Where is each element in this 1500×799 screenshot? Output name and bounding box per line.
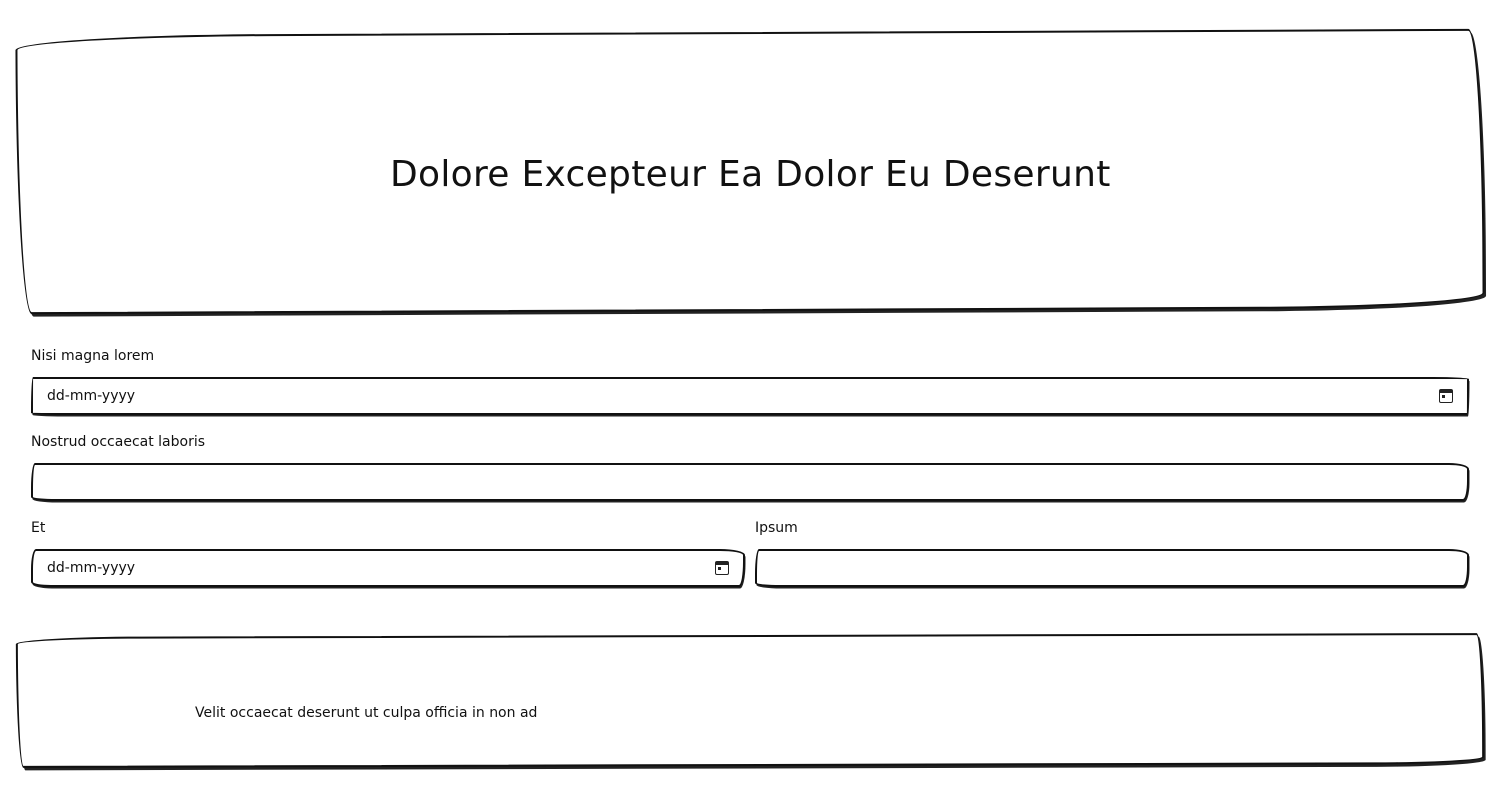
date-placeholder: dd-mm-yyyy xyxy=(47,388,136,404)
nostrud-occaecat-laboris-label: Nostrud occaecat laboris xyxy=(31,434,206,450)
calendar-icon[interactable] xyxy=(1439,389,1453,403)
header-panel xyxy=(15,29,1484,314)
footer-text: Velit occaecat deserunt ut culpa officia in non ad xyxy=(195,705,538,722)
calendar-icon[interactable] xyxy=(715,561,729,575)
et-label: Et xyxy=(31,520,46,536)
ipsum-input[interactable] xyxy=(755,549,1469,587)
date-placeholder: dd-mm-yyyy xyxy=(47,560,136,576)
nisi-magna-lorem-date-input[interactable] xyxy=(31,377,1469,415)
ipsum-label: Ipsum xyxy=(755,520,798,536)
footer-panel xyxy=(16,633,1484,768)
page-title: Dolore Excepteur Ea Dolor Eu Deserunt xyxy=(389,154,1111,196)
nisi-magna-lorem-label: Nisi magna lorem xyxy=(31,348,155,364)
nostrud-occaecat-laboris-input[interactable] xyxy=(31,463,1469,501)
et-date-input[interactable] xyxy=(31,549,745,587)
